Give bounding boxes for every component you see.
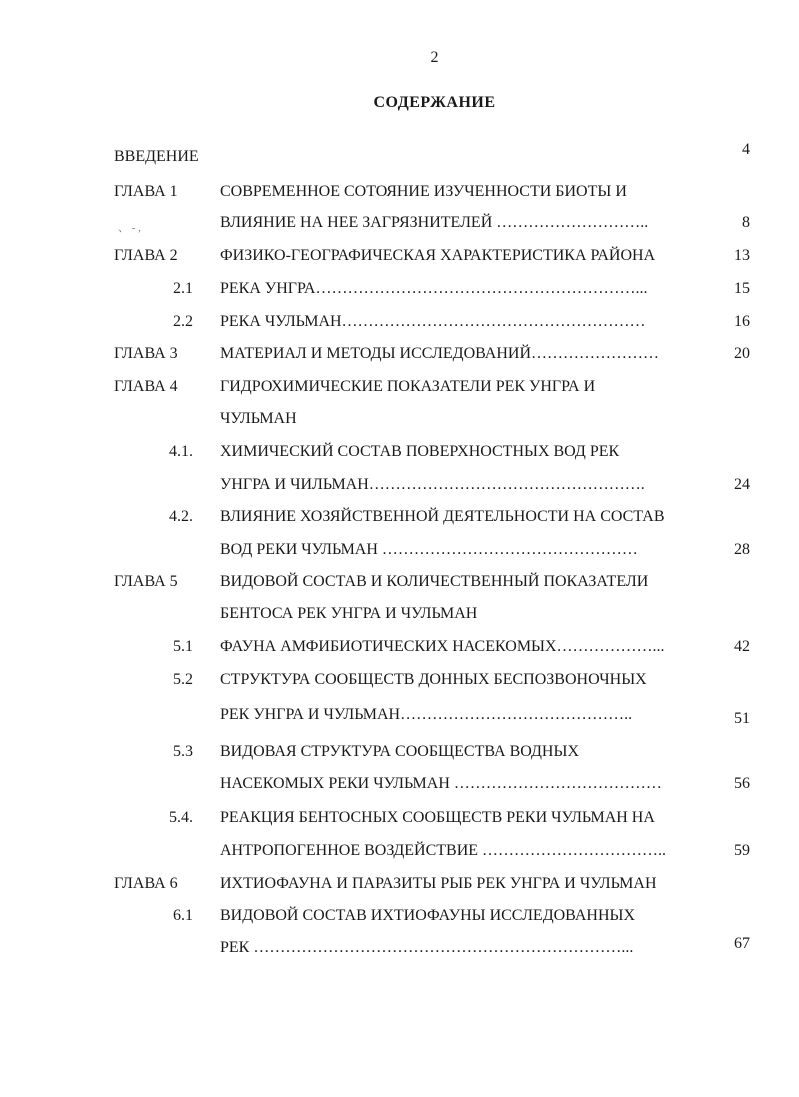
toc-text: ВИДОВАЯ СТРУКТУРА СООБЩЕСТВА ВОДНЫХ	[220, 743, 579, 760]
toc-page: 59	[734, 842, 750, 859]
toc-label: ГЛАВА 1	[114, 183, 178, 200]
toc-text: ВЛИЯНИЕ НА НЕЕ ЗАГРЯЗНИТЕЛЕЙ ………………………..	[220, 214, 649, 231]
toc-page: 56	[734, 775, 750, 792]
toc-label: 4.2.	[169, 508, 193, 525]
toc-text: ГИДРОХИМИЧЕСКИЕ ПОКАЗАТЕЛИ РЕК УНГРА И	[220, 378, 596, 395]
toc-page: 8	[742, 214, 750, 231]
toc-text: ЧУЛЬМАН	[220, 410, 297, 427]
toc-text: ФИЗИКО-ГЕОГРАФИЧЕСКАЯ ХАРАКТЕРИСТИКА РАЙОНА	[220, 247, 656, 264]
toc-label: 2.2	[173, 313, 193, 330]
toc-page: 13	[734, 247, 750, 264]
toc-page: 42	[734, 638, 750, 655]
toc-entry	[0, 703, 799, 727]
toc-entry	[0, 936, 799, 960]
toc-text: РЕК ……………………………………………………………...	[220, 939, 634, 956]
toc-text: ФАУНА АМФИБИОТИЧЕСКИХ НАСЕКОМЫХ………………...	[220, 638, 665, 655]
toc-entry	[0, 244, 799, 268]
toc-text: УНГРА И ЧИЛЬМАН…………………………………………….	[220, 476, 645, 493]
toc-text: ВОД РЕКИ ЧУЛЬМАН …………………………………………	[220, 541, 638, 558]
toc-entry	[0, 505, 799, 529]
toc-label: ГЛАВА 4	[114, 378, 178, 395]
toc-text: СТРУКТУРА СООБЩЕСТВ ДОННЫХ БЕСПОЗВОНОЧНЫХ	[220, 671, 647, 688]
toc-entry	[0, 602, 799, 626]
toc-page: 51	[734, 710, 750, 727]
toc-entry	[0, 407, 799, 431]
toc-text: РЕКА ЧУЛЬМАН…………………………………………………	[220, 313, 646, 330]
toc-page: 4	[742, 141, 750, 158]
toc-text: РЕК УНГРА И ЧУЛЬМАН……………………………………..	[220, 706, 633, 723]
toc-text: МАТЕРИАЛ И МЕТОДЫ ИССЛЕДОВАНИЙ……………………	[220, 345, 659, 362]
toc-entry	[0, 668, 799, 692]
toc-text: НАСЕКОМЫХ РЕКИ ЧУЛЬМАН …………………………………	[220, 775, 662, 792]
toc-entry	[0, 375, 799, 399]
toc-text: ХИМИЧЕСКИЙ СОСТАВ ПОВЕРХНОСТНЫХ ВОД РЕК	[220, 443, 620, 460]
toc-text: ВИДОВОЙ СОСТАВ И КОЛИЧЕСТВЕННЫЙ ПОКАЗАТЕЛИ	[220, 573, 649, 590]
toc-label: 5.2	[173, 671, 193, 688]
page-title: СОДЕРЖАНИЕ	[373, 94, 496, 111]
toc-text: СОВРЕМЕННОЕ СОТОЯНИЕ ИЗУЧЕННОСТИ БИОТЫ И	[220, 183, 627, 200]
toc-label: ГЛАВА 3	[114, 345, 178, 362]
toc-entry	[0, 538, 799, 562]
toc-entry	[0, 806, 799, 830]
toc-entry	[0, 635, 799, 659]
toc-entry	[0, 180, 799, 204]
toc-label: 5.4.	[169, 809, 193, 826]
toc-entry	[0, 570, 799, 594]
toc-label: ВВЕДЕНИЕ	[114, 148, 199, 165]
toc-text: РЕКА УНГРА……………………………………………………...	[220, 280, 648, 297]
toc-entry	[0, 310, 799, 334]
toc-page: 24	[734, 476, 750, 493]
toc-entry	[0, 440, 799, 464]
toc-text: ВИДОВОЙ СОСТАВ ИХТИОФАУНЫ ИССЛЕДОВАННЫХ	[220, 907, 636, 924]
toc-label: 6.1	[173, 907, 193, 924]
toc-label: 5.1	[173, 638, 193, 655]
scan-mark: 、 - ,	[118, 222, 141, 234]
toc-page: 20	[734, 345, 750, 362]
toc-label: 5.3	[173, 743, 193, 760]
toc-entry	[0, 277, 799, 301]
toc-entry	[0, 772, 799, 796]
toc-entry	[0, 342, 799, 366]
toc-entry	[0, 839, 799, 863]
toc-text: РЕАКЦИЯ БЕНТОСНЫХ СООБЩЕСТВ РЕКИ ЧУЛЬМАН НА	[220, 809, 655, 826]
toc-page: 15	[734, 280, 750, 297]
toc-entry	[0, 211, 799, 235]
toc-page: 28	[734, 541, 750, 558]
toc-text: ИХТИОФАУНА И ПАРАЗИТЫ РЫБ РЕК УНГРА И ЧУЛЬМАН	[220, 875, 657, 892]
toc-label: 4.1.	[169, 443, 193, 460]
page-number: 2	[430, 49, 439, 66]
toc-text: АНТРОПОГЕННОЕ ВОЗДЕЙСТВИЕ ……………………………..	[220, 842, 667, 859]
toc-label: ГЛАВА 5	[114, 573, 178, 590]
toc-entry	[0, 872, 799, 896]
toc-page: 67	[734, 935, 750, 952]
toc-label: ГЛАВА 2	[114, 247, 178, 264]
toc-label: 2.1	[173, 280, 193, 297]
toc-text: ВЛИЯНИЕ ХОЗЯЙСТВЕННОЙ ДЕЯТЕЛЬНОСТИ НА СОСТАВ	[220, 508, 665, 525]
toc-entry	[0, 904, 799, 928]
toc-page: 16	[734, 313, 750, 330]
toc-entry	[0, 141, 799, 169]
toc-text: БЕНТОСА РЕК УНГРА И ЧУЛЬМАН	[220, 605, 478, 622]
toc-entry	[0, 740, 799, 764]
toc-entry	[0, 473, 799, 497]
toc-label: ГЛАВА 6	[114, 875, 178, 892]
